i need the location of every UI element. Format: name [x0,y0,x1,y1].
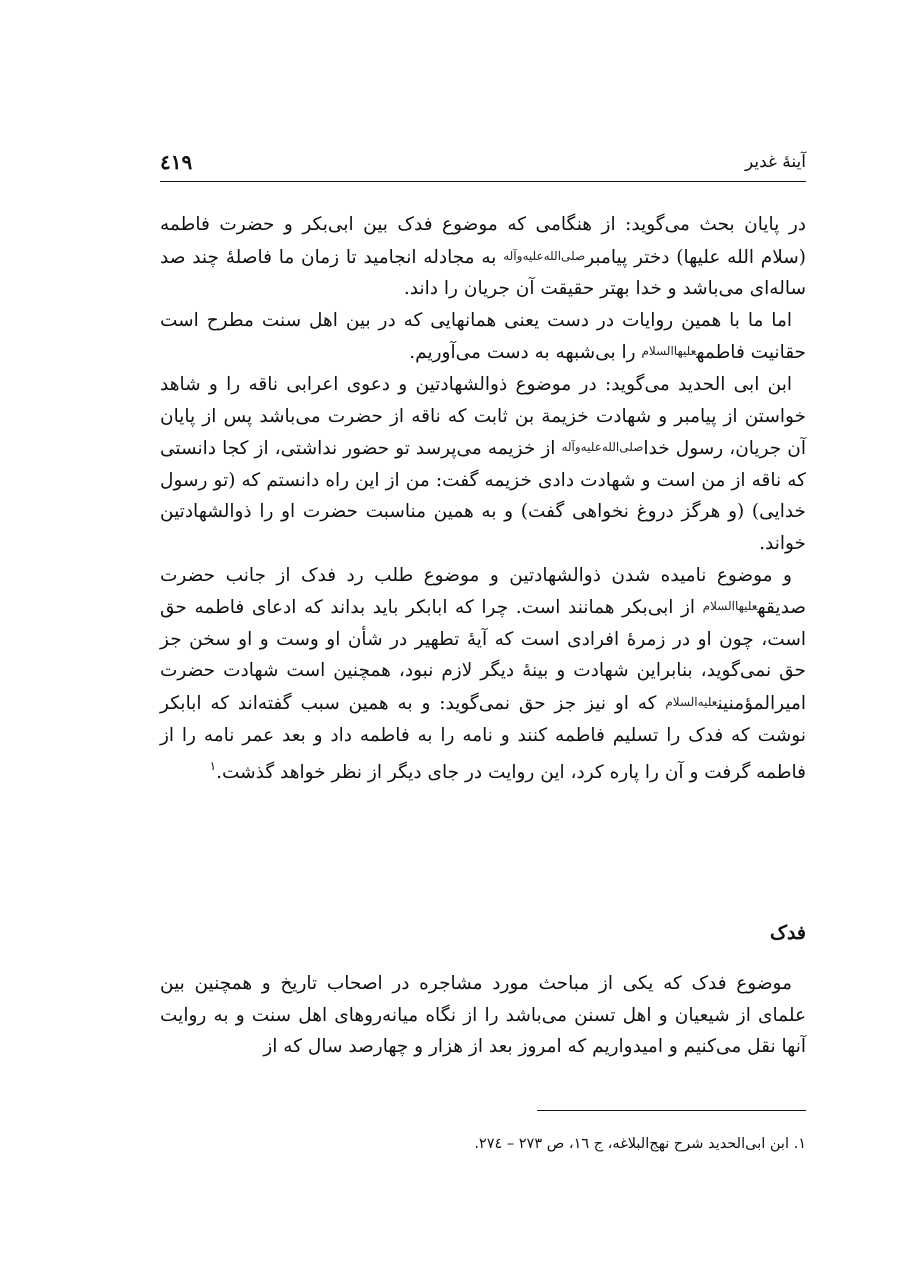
page-number: ٤١٩ [160,150,193,174]
running-header [160,150,806,180]
honorific-glyph: علیهاالسلام [641,344,697,359]
book-title: آینهٔ غدیر [744,152,806,172]
body-text [160,209,806,789]
honorific-glyph: صلی‌الله‌علیه‌وآله [561,440,644,455]
honorific-glyph: صلی‌الله‌علیه‌وآله [503,248,586,263]
paragraph-1: در پایان بحث می‌گوید: از هنگامی که موضوع فدک بین ابی‌بکر و حضرت فاطمه (سلام الله علیها) دختر پیامبرصلی‌الله‌علیه‌وآله به مجادله انجامید تا زمان ما فاصلهٔ چند صد ساله‌ای می‌باشد و خدا بهتر حقیقت آن جریان را داند. [160,214,806,300]
section-paragraph: موضوع فدک که یکی از مباحث مورد مشاجره در اصحاب تاریخ و همچنین بین علمای از شیعیان و اهل تسنن می‌باشد را از نگاه میانه‌روهای اهل سنت و به روایت آنها نقل می‌کنیم و امیدواریم که امروز بعد از هزار و چهارصد سال که از [160,973,806,1058]
footnote-rule [537,1110,806,1111]
footnote-reference[interactable]: ١ [209,759,217,774]
honorific-glyph: علیهاالسلام [702,599,758,614]
header-rule [160,181,806,182]
paragraph-4: و موضوع نامیده شدن ذوالشهادتین و موضوع طلب رد فدک از جانب حضرت صدیقهعلیهاالسلام از ابی‌بکر همانند است. چرا که ابابکر باید بداند که ادعای فاطمه حق است، چون او در زمرهٔ افرادی است که آیهٔ تطهیر در شأن او وست و او سخن جز حق نمی‌گوید، بنابراین شهادت و بینهٔ دیگر لازم نبود، همچنین است شهادت حضرت امیرالمؤمنینعلیه‌السلام که او نیز جز حق نمی‌گوید: و به همین سبب گفته‌اند که ابابکر نوشت که فدک را تسلیم فاطمه کنند و نامه را به فاطمه داد و بعد عمر نامه را از فاطمه گرفت و آن را پاره کرد، این روایت در جای دیگر از نظر خواهد گذشت.$^١$ [160,564,806,784]
paragraph-3: ابن ابی الحدید می‌گوید: در موضوع ذوالشهادتین و دعوی اعرابی ناقه را و شاهد خواستن از پیامبر و شهادت خزیمة بن ثابت که ناقه از حضرت می‌باشد پس از پایان آن جریان، رسول خداصلی‌الله‌علیه‌وآله از خزیمه می‌پرسد تو حضور نداشتی، از کجا دانستی که ناقه از من است و شهادت دادی خزیمه گفت: من از این راه دانستم که (تو رسول خدایی) (و هرگز دروغ نخواهی گفت) و به همین مناسبت حضرت او را ذوالشهادتین خواند. [160,373,806,554]
section-text [160,968,806,1063]
footnote: ١. ابن ابی‌الحدید شرح نهج‌البلاغه، ج ١٦، ص ٢٧٣ – ٢٧٤. [474,1136,806,1152]
honorific-glyph: علیه‌السلام [665,694,718,709]
paragraph-2: اما ما با همین روایات در دست یعنی همانهایی که در بین اهل سنت مطرح است حقانیت فاطمهعلیهاالسلام را بی‌شبهه به دست می‌آوریم. [160,309,806,364]
section-heading: فدک [769,922,806,944]
